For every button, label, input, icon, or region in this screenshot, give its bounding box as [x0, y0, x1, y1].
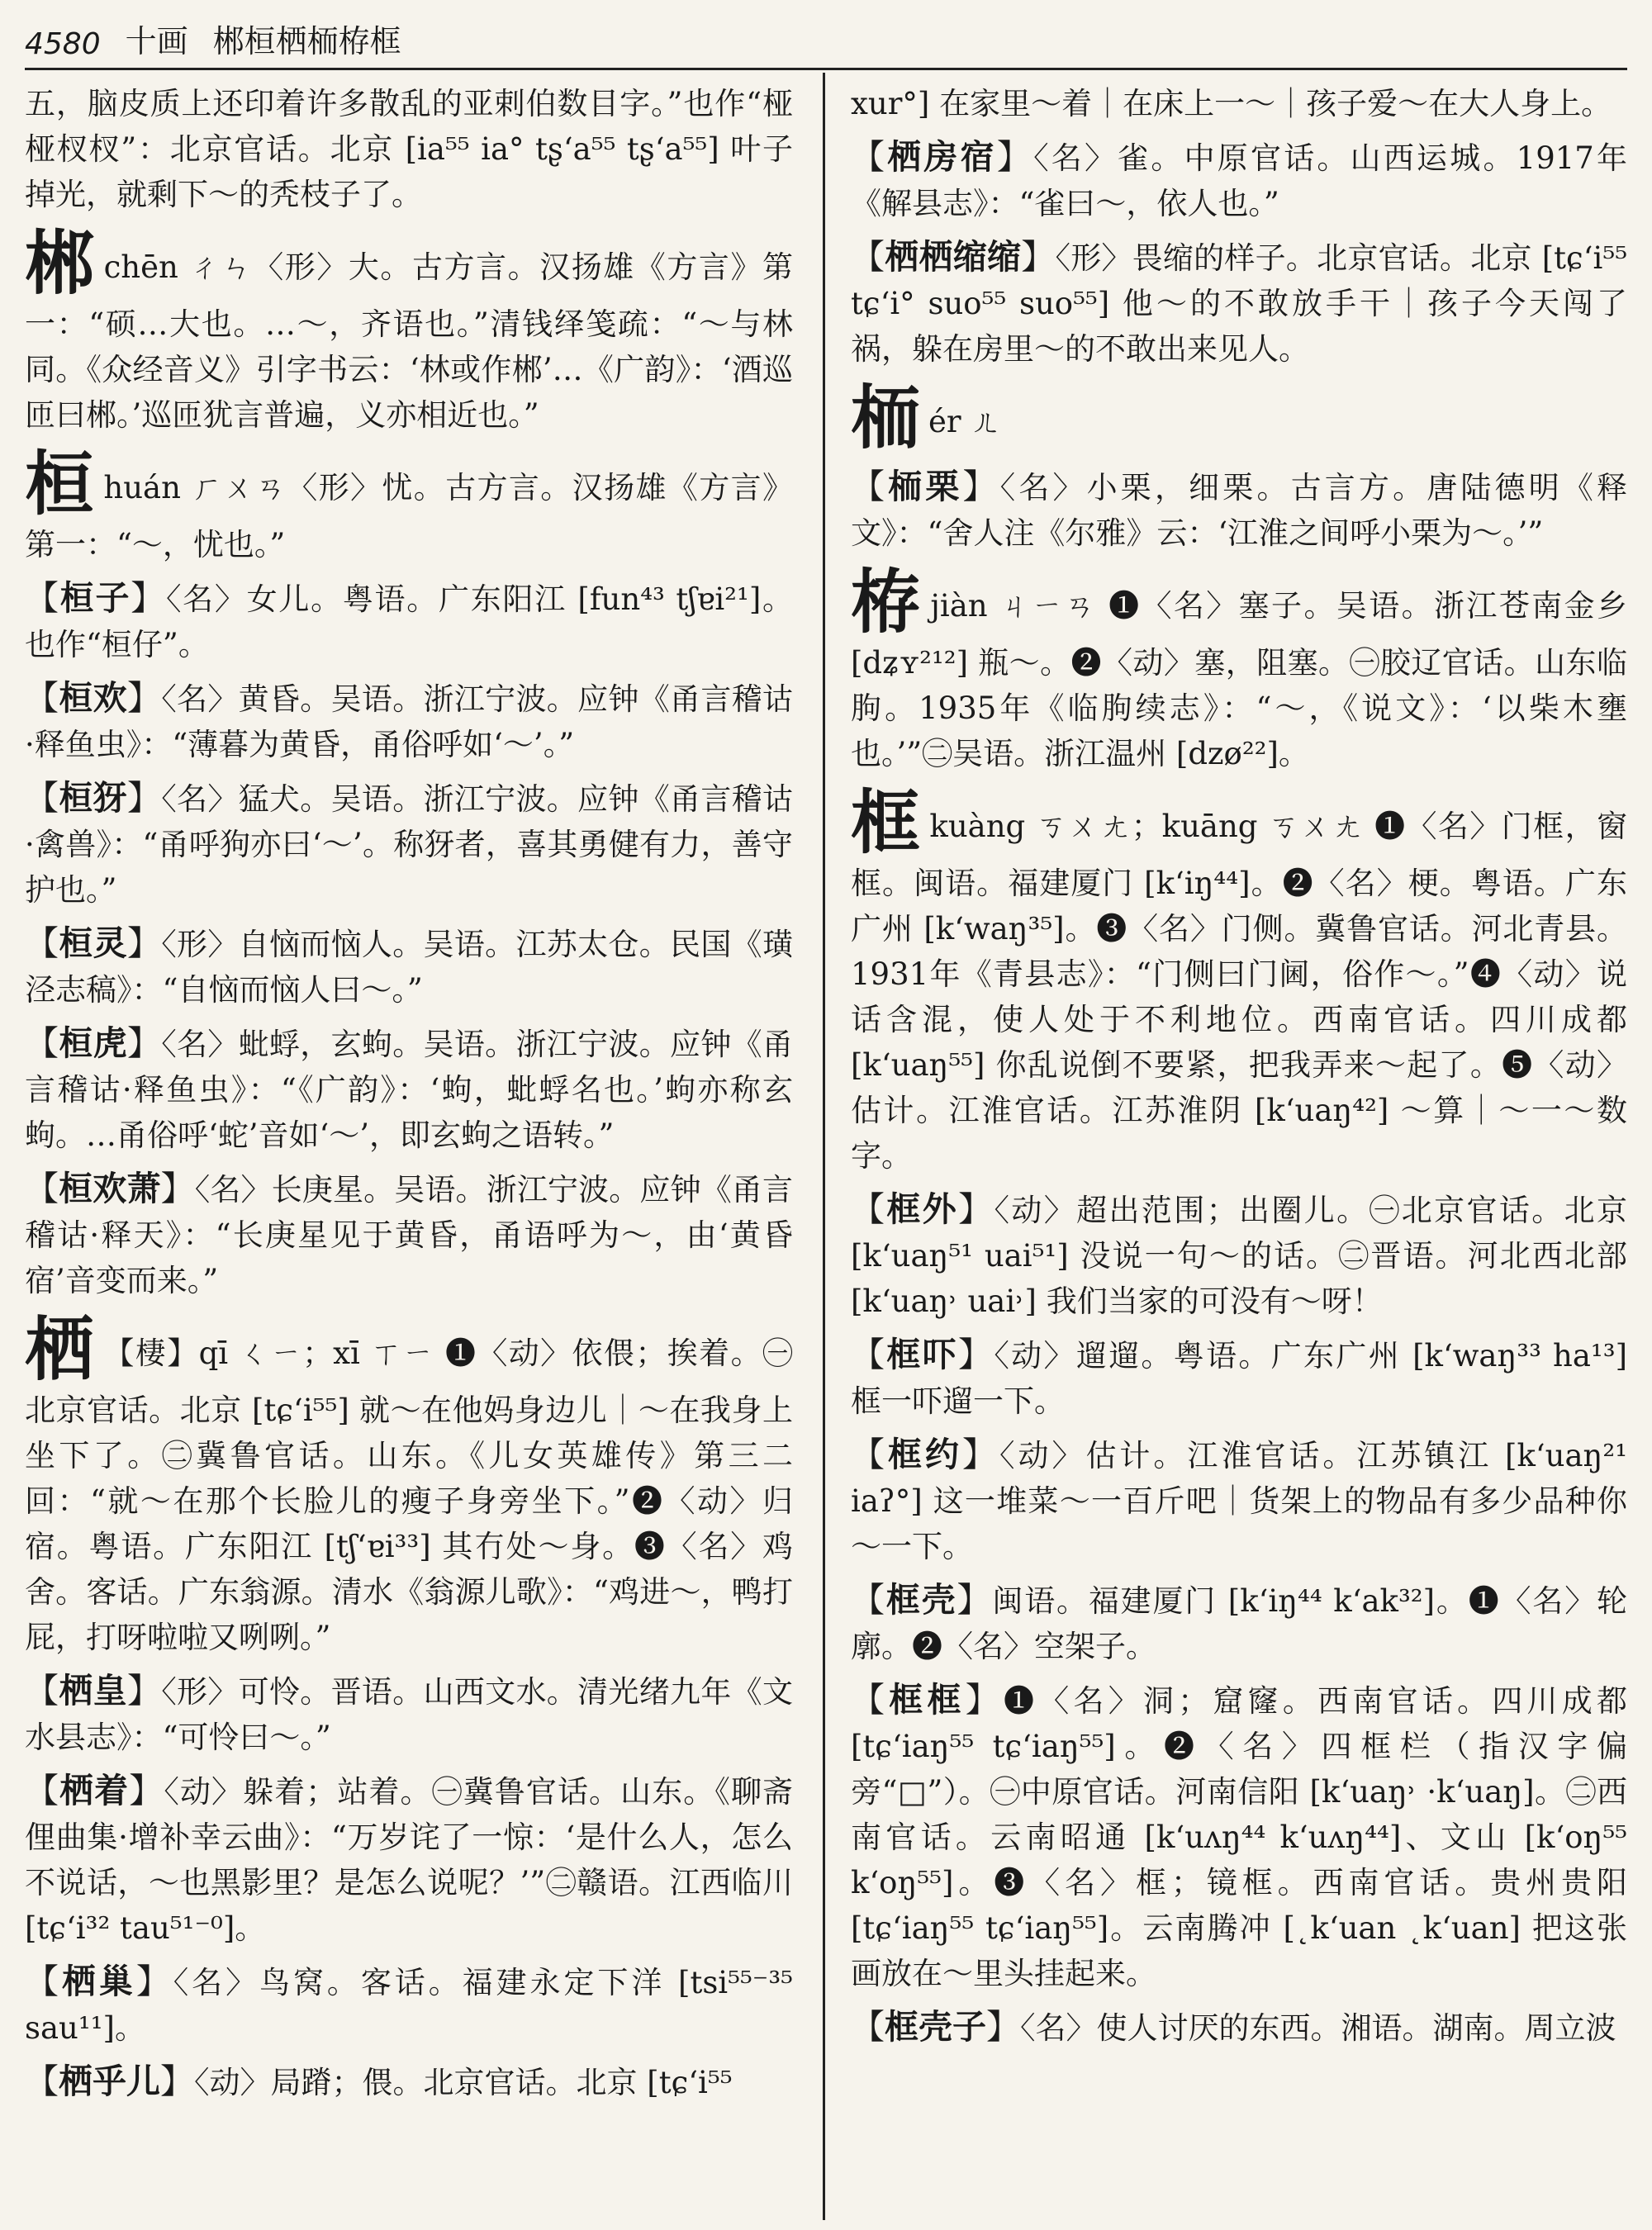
compound-word: 桓欢萧: [59, 1169, 161, 1208]
compound-definition: 〈名〉雀。中原官话。山西运城。1917年《解县志》：“雀曰～，依人也。”: [851, 140, 1627, 221]
compound-entry: [851, 135, 1627, 226]
bracket-close: 】: [126, 778, 162, 818]
compound-term: [25, 678, 161, 718]
compound-entry: [25, 576, 793, 667]
bracket-open: 【: [851, 1680, 890, 1720]
compound-word: 框壳子: [885, 2007, 986, 2047]
compound-definition: 〈动〉遛遛。粤语。广东广州 [k‘waŋ³³ ha¹³] 框一吓遛一下。: [851, 1338, 1627, 1419]
compound-term: [851, 467, 1000, 506]
page-header: [25, 15, 1627, 61]
compound-term: [851, 237, 1055, 277]
headword-character: 桓: [25, 443, 96, 524]
compound-term: [851, 1189, 995, 1229]
compound-term: [851, 2007, 1020, 2047]
compound-term: [25, 923, 161, 963]
headword-entry: [851, 377, 1627, 458]
bracket-close: 】: [131, 578, 166, 618]
header-characters: 郴桓栖栭栫框: [212, 23, 401, 59]
compound-term: [25, 1962, 173, 2001]
bracket-open: 【: [25, 1023, 59, 1063]
compound-entry: [851, 2005, 1627, 2051]
compound-term: [25, 1023, 161, 1063]
compound-word: 栖栖缩缩: [885, 237, 1022, 277]
compound-definition: 〈动〉超出范围；出圈儿。㊀北京官话。北京 [k‘uaŋ⁵¹ uai⁵¹] 没说一句～的话。㊁晋语。河北西北部 [k‘uaŋ˒ uai˒] 我们当家的可没有～呀！: [851, 1193, 1627, 1319]
bracket-close: 】: [986, 2007, 1020, 2047]
compound-term: [25, 1771, 164, 1810]
compound-entry: [25, 1768, 793, 1951]
headword-entry: [25, 443, 793, 567]
compound-word: 栭栗: [888, 467, 963, 506]
compound-word: 栖着: [59, 1771, 130, 1810]
bracket-close: 】: [957, 1335, 995, 1374]
bracket-open: 【: [25, 1671, 59, 1710]
bracket-close: 】: [126, 1023, 162, 1063]
compound-word: 框框: [889, 1680, 966, 1720]
compound-entry: [25, 676, 793, 767]
compound-word: 栖巢: [61, 1962, 136, 2001]
compound-definition: 〈名〉鸟窝。客话。福建永定下洋 [tsi⁵⁵⁻³⁵ sau¹¹]。: [25, 1965, 793, 2046]
bracket-close: 】: [160, 2062, 194, 2101]
compound-term: [25, 778, 161, 818]
bracket-open: 【: [851, 1189, 887, 1229]
bracket-open: 【: [851, 1580, 886, 1620]
compound-word: 桓虎: [59, 1023, 127, 1063]
continuation-text: 五，脑皮质上还印着许多散乱的亚剌伯数目字。”也作“桠桠杈杈”：北京官话。北京 [ia⁵⁵ ia° tʂ‘a⁵⁵ tʂ‘a⁵⁵] 叶子掉光，就剩下～的秃枝子了。: [25, 86, 793, 212]
bracket-close: 】: [129, 1771, 164, 1810]
compound-term: [851, 1580, 992, 1620]
bracket-close: 】: [135, 1962, 173, 2001]
compound-entry: [851, 464, 1627, 556]
compound-term: [25, 1671, 161, 1710]
compound-term: [851, 1335, 994, 1374]
compound-term: [851, 1435, 999, 1474]
bracket-open: 【: [851, 467, 889, 506]
headword-character: 栫: [851, 561, 923, 643]
compound-definition: 〈名〉女儿。粤语。广东阳江 [fun⁴³ tʃɐi²¹]。也作“桓仔”。: [25, 581, 793, 662]
headword-definition: ér ㄦ: [928, 404, 1002, 439]
compound-term: [851, 137, 1033, 177]
headword-definition: huán ㄏㄨㄢ〈形〉忧。古方言。汉扬雄《方言》第一：“～，忧也。”: [25, 470, 793, 562]
bracket-close: 】: [126, 678, 162, 718]
continuation-text: xur°] 在家里～着｜在床上一～｜孩子爱～在大人身上。: [851, 86, 1612, 121]
compound-entry: [25, 921, 793, 1013]
headword-definition: chēn ㄔㄣ〈形〉大。古方言。汉扬雄《方言》第一：“硕…大也。…～，齐语也。”清钱绎笺疏：“～与林同。《众经音义》引字书云：‘林或作郴’…《广韵》：‘酒巡匝曰郴。’巡匝犹言普遍，义亦相近也。”: [25, 249, 793, 433]
compound-word: 栖皇: [59, 1671, 127, 1710]
bracket-open: 【: [25, 578, 60, 618]
compound-word: 桓子: [59, 578, 131, 618]
bracket-close: 】: [126, 923, 162, 963]
compound-definition: 〈动〉躲着；站着。㊀冀鲁官话。山东。《聊斋俚曲集·增补幸云曲》：“万岁诧了一惊：‘是什么人，怎么不说话，～也黑影里？是怎么说呢？’”㊁赣语。江西临川 [tɕ‘i³² tau⁵¹⁻⁰]。: [25, 1774, 793, 1946]
bracket-open: 【: [25, 923, 59, 963]
compound-word: 桓灵: [59, 923, 127, 963]
bracket-close: 】: [996, 137, 1034, 177]
compound-entry: [851, 1332, 1627, 1424]
headword-character: 栖: [25, 1308, 96, 1390]
page-number: 4580: [25, 27, 101, 61]
right-column: [851, 81, 1627, 2220]
compound-entry: [25, 1166, 793, 1303]
compound-entry: [25, 1668, 793, 1760]
headword-definition: 【棲】qī ㄑㄧ；xī ㄒㄧ ❶〈动〉依偎；挨着。㊀北京官话。北京 [tɕ‘i⁵⁵] 就～在他妈身边儿｜～在我身上坐下了。㊁冀鲁官话。山东。《儿女英雄传》第三二回：“就～在那个长脸儿的瘦子身旁坐下。”❷〈动〉归宿。粤语。广东阳江 [tʃ‘ɐi³³] 其冇处～身。❸〈名〉鸡舍。客话。广东翁源。清水《翁源儿歌》：“鸡进～，鸭打屁，打呀啦啦又咧咧。”: [25, 1336, 793, 1655]
compound-word: 框外: [886, 1189, 959, 1229]
stroke-count: 十画: [125, 23, 188, 59]
bracket-open: 【: [25, 2062, 59, 2101]
compound-entry: [25, 2059, 793, 2105]
bracket-close: 】: [957, 1580, 993, 1620]
headword-character: 栭: [851, 377, 921, 458]
compound-definition: 〈名〉黄昏。吴语。浙江宁波。应钟《甬言稽诂·释鱼虫》：“薄暮为黄昏，甬俗呼如‘～’。”: [25, 681, 793, 762]
bracket-open: 【: [25, 678, 59, 718]
compound-word: 桓犽: [59, 778, 127, 818]
compound-definition: ❶〈名〉洞；窟窿。西南官话。四川成都 [tɕ‘iaŋ⁵⁵ tɕ‘iaŋ⁵⁵]。❷〈名〉四框栏（指汉字偏旁“□”）。㊀中原官话。河南信阳 [k‘uaŋ˒ ·k‘uaŋ]。㊁西南官话。云南昭通 [k‘uʌŋ⁴⁴ k‘uʌŋ⁴⁴]、文山 [k‘oŋ⁵⁵ k‘oŋ⁵⁵]。❸〈名〉框；镜框。西南官话。贵州贵阳 [tɕ‘iaŋ⁵⁵ tɕ‘iaŋ⁵⁵]。云南腾冲 [˛k‘uan ˛k‘uan] 把这张画放在～里头挂起来。: [851, 1683, 1627, 1991]
compound-word: 桓欢: [59, 678, 127, 718]
compound-word: 框吓: [886, 1335, 958, 1374]
compound-definition: 〈动〉估计。江淮官话。江苏镇江 [k‘uaŋ²¹ iaʔ°] 这一堆菜～一百斤吧｜货架上的物品有多少品种你～一下。: [851, 1438, 1627, 1564]
compound-term: [25, 2062, 194, 2101]
headword-entry: [25, 1308, 793, 1660]
compound-word: 栖房宿: [887, 137, 997, 177]
compound-entry: [851, 235, 1627, 372]
bracket-open: 【: [851, 1435, 888, 1474]
compound-entry: [25, 776, 793, 913]
compound-definition: 〈动〉局蹐；偎。北京官话。北京 [tɕ‘i⁵⁵: [194, 2065, 733, 2100]
compound-term: [25, 578, 166, 618]
bracket-open: 【: [25, 1169, 59, 1208]
compound-definition: 〈形〉自恼而恼人。吴语。江苏太仓。民国《璜泾志稿》：“自恼而恼人曰～。”: [25, 927, 793, 1008]
headword-entry: [851, 561, 1627, 776]
bracket-open: 【: [851, 137, 888, 177]
compound-entry: [851, 1187, 1627, 1324]
compound-definition: 〈名〉小栗，细栗。古言方。唐陆德明《释文》：“舍人注《尔雅》云：‘江淮之间呼小栗为～。’”: [851, 470, 1627, 551]
bracket-open: 【: [25, 778, 59, 818]
bracket-close: 】: [962, 467, 1000, 506]
bracket-open: 【: [25, 1771, 60, 1810]
bracket-close: 】: [961, 1435, 999, 1474]
header-rule: [25, 68, 1627, 70]
compound-entry: [25, 1959, 793, 2051]
bracket-open: 【: [851, 2007, 885, 2047]
compound-word: 框壳: [885, 1580, 957, 1620]
bracket-close: 】: [1021, 237, 1056, 277]
compound-entry: [851, 1432, 1627, 1569]
column-divider: [823, 73, 825, 2220]
compound-definition: 闽语。福建厦门 [k‘iŋ⁴⁴ k‘ak³²]。❶〈名〉轮廓。❷〈名〉空架子。: [851, 1583, 1627, 1664]
bracket-close: 】: [160, 1169, 195, 1208]
compound-definition: 〈名〉猛犬。吴语。浙江宁波。应钟《甬言稽诂·禽兽》：“甬呼狗亦曰‘～’。称犽者，喜其勇健有力，善守护也。”: [25, 781, 793, 908]
bracket-close: 】: [126, 1671, 162, 1710]
headword-character: 框: [851, 781, 922, 863]
headword-definition: jiàn ㄐㄧㄢ ❶〈名〉塞子。吴语。浙江苍南金乡 [dʑʏ²¹²] 瓶～。❷〈动〉塞，阻塞。㊀胶辽官话。山东临朐。1935年《临朐续志》：“～，《说文》：‘以柴木壅也。’”㊁吴语。浙江温州 [dzø²²]。: [851, 588, 1627, 771]
compound-entry: [851, 1578, 1627, 1669]
compound-definition: 〈形〉畏缩的样子。北京官话。北京 [tɕ‘i⁵⁵ tɕ‘i° suo⁵⁵ suo⁵⁵] 他～的不敢放手干｜孩子今天闯了祸，躲在房里～的不敢出来见人。: [851, 240, 1627, 367]
compound-term: [25, 1169, 195, 1208]
compound-term: [851, 1680, 1004, 1720]
compound-entry: [851, 1677, 1627, 1996]
bracket-open: 【: [851, 237, 885, 277]
compound-definition: 〈形〉可怜。晋语。山西文水。清光绪九年《文水县志》：“可怜曰～。”: [25, 1674, 793, 1755]
bracket-open: 【: [851, 1335, 887, 1374]
compound-definition: 〈名〉蚍蜉，玄蚼。吴语。浙江宁波。应钟《甬言稽诂·释鱼虫》：“《广韵》：‘蚼，蚍蜉名也。’蚼亦称玄蚼。…甬俗呼‘蛇’音如‘～’，即玄蚼之语转。”: [25, 1027, 793, 1153]
bracket-close: 】: [965, 1680, 1004, 1720]
compound-definition: 〈名〉长庚星。吴语。浙江宁波。应钟《甬言稽诂·释天》：“长庚星见于黄昏，甬语呼为～，由‘黄昏宿’音变而来。”: [25, 1172, 793, 1298]
left-column: [25, 81, 793, 2220]
compound-definition: 〈名〉使人讨厌的东西。湘语。湖南。周立波: [1020, 2010, 1616, 2046]
bracket-open: 【: [25, 1962, 62, 2001]
compound-entry: [25, 1021, 793, 1158]
headword-character: 郴: [25, 222, 96, 304]
compound-word: 框约: [888, 1435, 962, 1474]
headword-entry: [25, 222, 793, 438]
headword-entry: [851, 781, 1627, 1179]
bracket-close: 】: [958, 1189, 995, 1229]
headword-definition: kuàng ㄎㄨㄤ；kuāng ㄎㄨㄤ ❶〈名〉门框，窗框。闽语。福建厦门 [k‘iŋ⁴⁴]。❷〈名〉梗。粤语。广东广州 [k‘waŋ³⁵]。❸〈名〉门侧。冀鲁官话。河北青县。1931年《青县志》：“门侧曰门阃，俗作～。”❹〈动〉说话含混，使人处于不利地位。西南官话。四川成都 [k‘uaŋ⁵⁵] 你乱说倒不要紧，把我弄来～起了。❺〈动〉估计。江淮官话。江苏淮阴 [k‘uaŋ⁴²] ～算｜～一～数字。: [851, 809, 1627, 1174]
compound-word: 栖乎儿: [59, 2062, 160, 2101]
